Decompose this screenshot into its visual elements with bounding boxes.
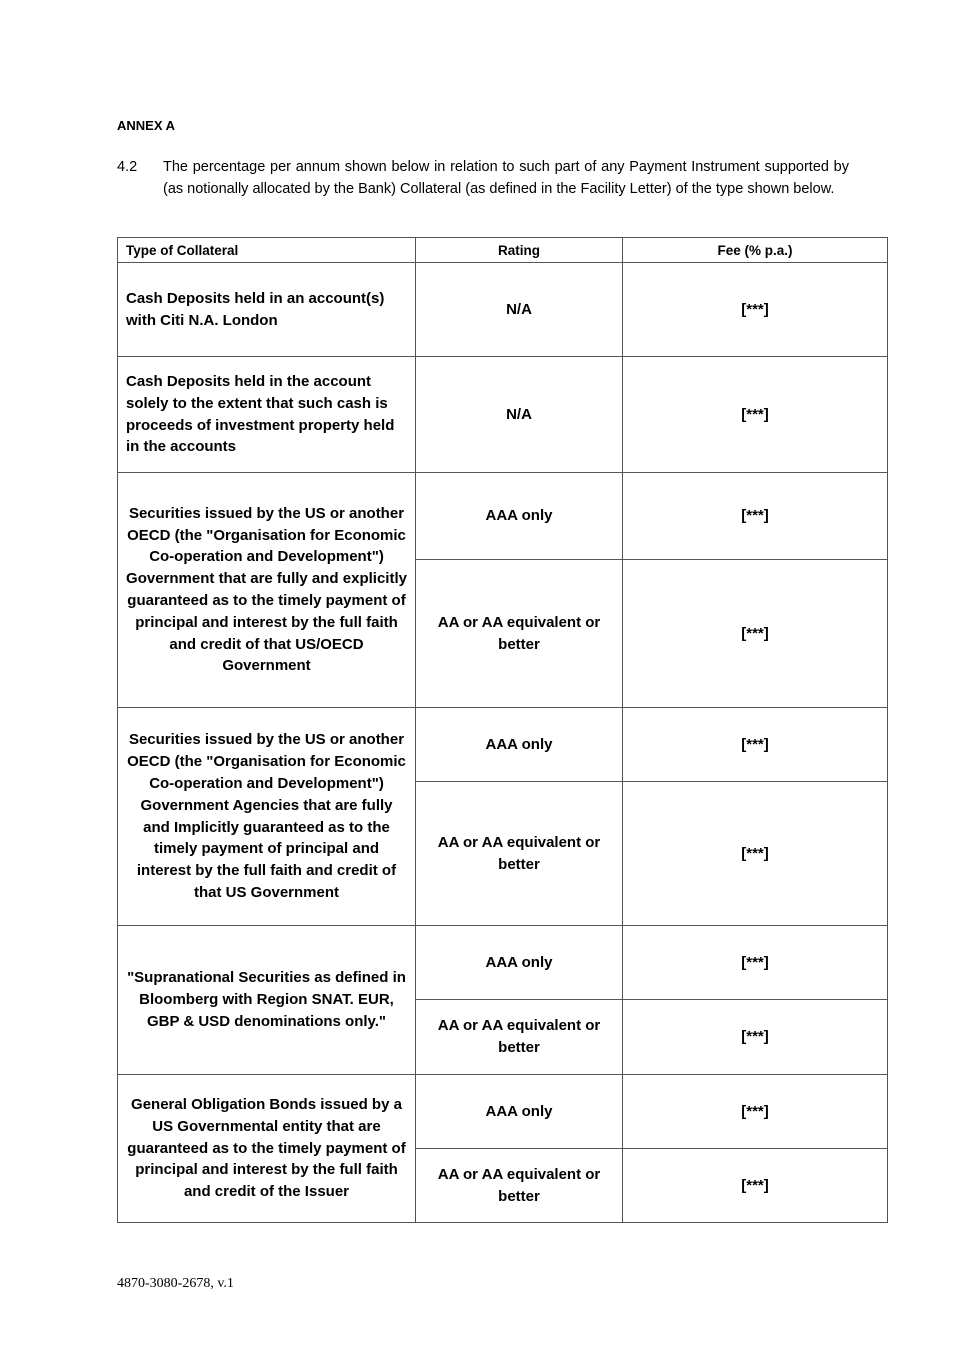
- table-row: [118, 357, 888, 473]
- rating-cell: AA or AA equivalent or better: [416, 1149, 623, 1223]
- rating-cell: AA or AA equivalent or better: [416, 782, 623, 926]
- rating-cell: N/A: [416, 263, 623, 357]
- collateral-type-cell: Cash Deposits held in an account(s) with Citi N.A. London: [118, 263, 416, 357]
- table-row: [118, 1075, 888, 1149]
- collateral-type-cell: "Supranational Securities as defined in Bloomberg with Region SNAT. EUR, GBP & USD denominations only.": [118, 926, 416, 1075]
- table-row: [118, 263, 888, 357]
- fee-cell: [***]: [623, 1075, 888, 1149]
- collateral-type-cell: General Obligation Bonds issued by a US Governmental entity that are guaranteed as to the timely payment of principal and interest by the full faith and credit of the Issuer: [118, 1075, 416, 1223]
- collateral-type-cell: Securities issued by the US or another OECD (the "Organisation for Economic Co-operation and Development") Government Agencies that are fully and Implicitly guaranteed as to the timely payment of principal and interest by the full faith and credit of that US Government: [118, 708, 416, 926]
- table-header-row: [118, 238, 888, 263]
- rating-cell: AA or AA equivalent or better: [416, 1000, 623, 1075]
- table-row: [118, 708, 888, 782]
- collateral-type-cell: Securities issued by the US or another OECD (the "Organisation for Economic Co-operation and Development") Government that are fully and explicitly guaranteed as to the timely payment of principal and interest by the full faith and credit of that US/OECD Government: [118, 473, 416, 708]
- collateral-fee-table: [117, 237, 888, 1223]
- rating-cell: AAA only: [416, 926, 623, 1000]
- fee-cell: [***]: [623, 560, 888, 708]
- paragraph-text: The percentage per annum shown below in relation to such part of any Payment Instrument supported by (as notionally allocated by the Bank) Collateral (as defined in the Facility Letter) of the type shown below.: [163, 159, 849, 197]
- header-rating: Rating: [416, 238, 623, 263]
- paragraph-number: 4.2: [117, 159, 138, 175]
- table-row: [118, 473, 888, 560]
- fee-cell: [***]: [623, 926, 888, 1000]
- document-id-footer: 4870-3080-2678, v.1: [117, 1276, 234, 1291]
- fee-cell: [***]: [623, 782, 888, 926]
- annex-title: ANNEX A: [117, 118, 176, 133]
- fee-cell: [***]: [623, 263, 888, 357]
- header-type-of-collateral: Type of Collateral: [118, 238, 416, 263]
- rating-cell: AAA only: [416, 473, 623, 560]
- table-row: [118, 926, 888, 1000]
- fee-cell: [***]: [623, 357, 888, 473]
- fee-cell: [***]: [623, 1149, 888, 1223]
- collateral-type-cell: Cash Deposits held in the account solely to the extent that such cash is proceeds of investment property held in the accounts: [118, 357, 416, 473]
- fee-cell: [***]: [623, 473, 888, 560]
- fee-cell: [***]: [623, 1000, 888, 1075]
- rating-cell: N/A: [416, 357, 623, 473]
- header-fee: Fee (% p.a.): [623, 238, 888, 263]
- rating-cell: AAA only: [416, 708, 623, 782]
- fee-cell: [***]: [623, 708, 888, 782]
- rating-cell: AAA only: [416, 1075, 623, 1149]
- rating-cell: AA or AA equivalent or better: [416, 560, 623, 708]
